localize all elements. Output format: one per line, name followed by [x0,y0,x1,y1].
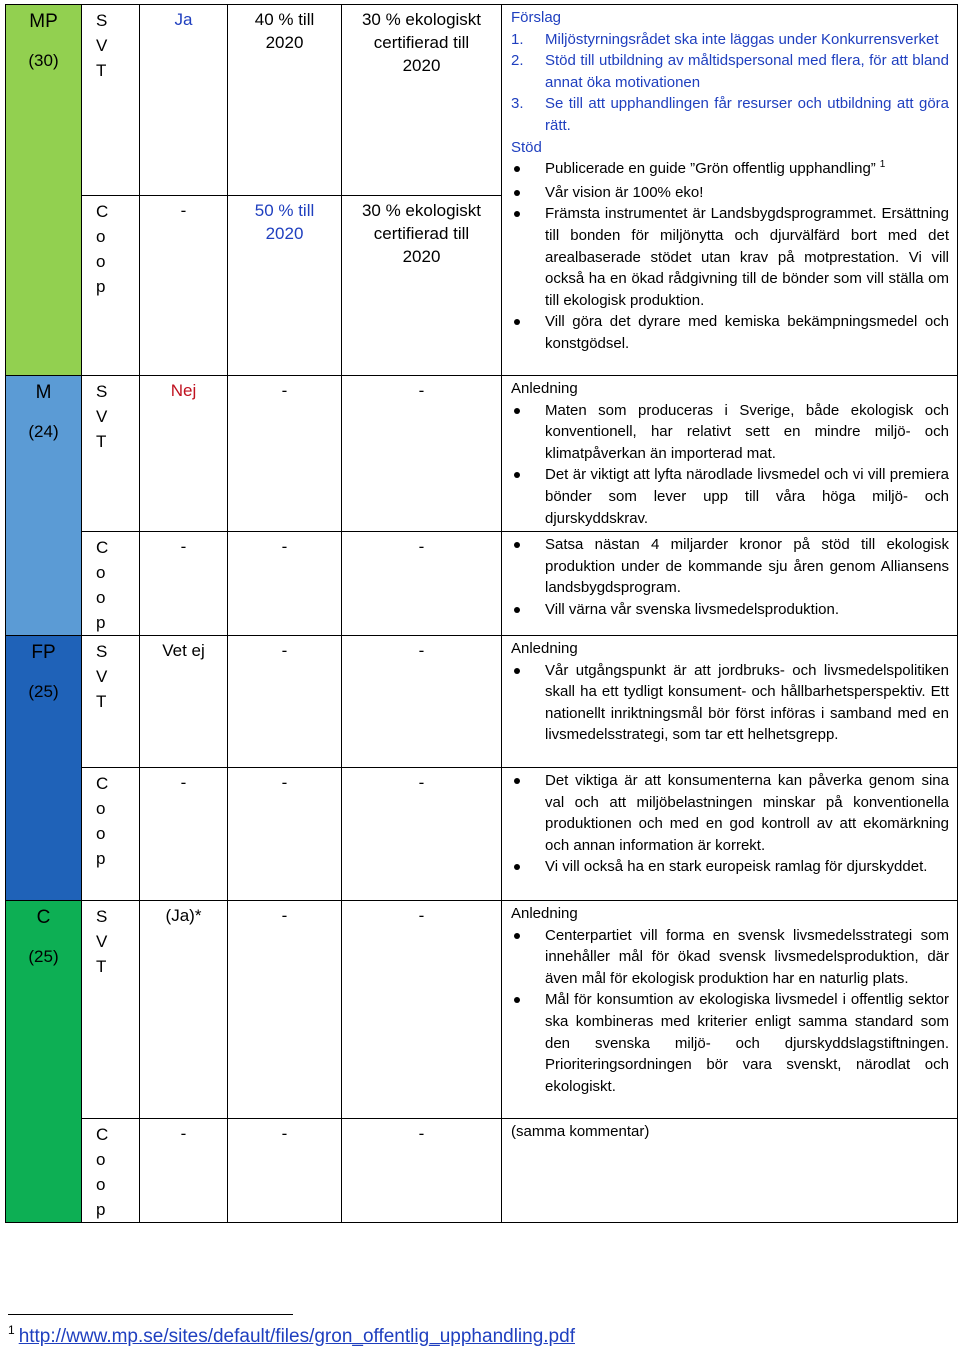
list-item: Vill värna vår svenska livsmedelsproduktion. [511,599,949,621]
party-cell-c [6,901,82,1223]
comment-heading: Förslag [511,9,562,26]
comment-heading: Stöd [511,138,542,156]
goal-cell: - [228,1119,342,1223]
goal-cell: - [342,636,502,768]
document-page [5,4,957,1219]
type-cell-coop: C o o p [82,532,140,636]
answer-cell: Ja [140,5,228,196]
type-cell-svt: S V T [82,636,140,768]
comment-cell-m-coop [502,532,958,636]
comment-text: (samma kommentar) [511,1123,650,1140]
table-row [6,768,958,901]
party-name: C [36,907,51,928]
bullet-icon [514,542,520,548]
party-positions-table [5,4,958,1223]
goal-cell: 30 % ekologiskt certifierad till 2020 [342,196,502,376]
comment-heading: Anledning [511,640,578,657]
goal-cell: - [342,1119,502,1223]
comment-cell-fp-coop [502,768,958,901]
bullet-icon [514,472,520,478]
answer-cell: Nej [140,376,228,532]
table-row [6,901,958,1119]
bullet-icon [514,319,520,325]
goal-cell: 30 % ekologiskt certifierad till 2020 [342,5,502,196]
footnote-ref[interactable]: 1 [879,159,886,171]
comment-cell-c-coop [502,1119,958,1223]
footnote-separator [8,1314,293,1315]
bullet-icon [514,668,520,674]
list-item: Vår utgångspunkt är att jordbruks- och livsmedelspolitiken skall ha ett tydligt konsument- och hållbarhetsperspektiv. Ett nationellt inriktningsmål bör först införas i samband med en livsmedelsstrategi, som tar ett helhetsgrepp. [511,660,949,746]
type-cell-coop: C o o p [82,196,140,376]
party-name: MP [29,11,58,32]
reason-list [511,770,949,878]
bullet-icon [514,408,520,414]
goal-cell: - [228,636,342,768]
goal-cell: - [342,532,502,636]
bullet-icon [514,190,520,196]
list-item: Mål för konsumtion av ekologiska livsmedel i offentlig sektor ska kombineras med kriterier enligt samma standard som den svenska miljö- och djurskyddslagstiftningen. Prioriteringsordningen bör vara svenskt, närodlat och ekologiskt. [511,989,949,1097]
party-cell-mp [6,5,82,376]
table-row [6,5,958,196]
goal-cell: - [342,768,502,901]
list-item: 3. Se till att upphandlingen får resurser och utbildning att göra rätt. [511,95,949,134]
list-item: Det viktiga är att konsumenterna kan påverka genom sina val och att miljöbelastningen minskar på konventionella produktionen och med en god kontroll av att ekomärkning och annan information är korrekt. [511,770,949,856]
party-cell-m [6,376,82,636]
bullet-icon [514,997,520,1003]
comment-cell-c-svt [502,901,958,1119]
table-row [6,636,958,768]
bullet-icon [514,933,520,939]
party-seats: (25) [28,682,59,701]
goal-cell: 40 % till 2020 [228,5,342,196]
type-cell-svt: S V T [82,901,140,1119]
list-item: Vår vision är 100% eko! [511,182,949,204]
answer-cell: - [140,1119,228,1223]
reason-list [511,660,949,746]
goal-cell: - [228,376,342,532]
goal-cell: - [228,901,342,1119]
comment-cell-mp [502,5,958,376]
list-item: Främsta instrumentet är Landsbygdsprogrammet. Ersättning till bonden för miljönytta och djurvälfärd bort med det arealbaserade stödet utan krav på motprestation. Vi vill också ha en ökad rådgivning till de bönder som vill ställa om till ekologisk produktion. [511,203,949,311]
answer-cell: - [140,532,228,636]
bullet-icon [514,864,520,870]
type-cell-coop: C o o p [82,768,140,901]
bullet-icon [514,607,520,613]
comment-cell-fp-svt [502,636,958,768]
proposal-list [511,29,949,137]
list-item: 1. Miljöstyrningsrådet ska inte läggas under Konkurrensverket [511,30,939,48]
type-cell-svt: S V T [82,376,140,532]
bullet-icon [514,166,520,172]
reason-list [511,400,949,530]
type-cell-svt: S V T [82,5,140,196]
list-item: Vi vill också ha en stark europeisk ramlag för djurskyddet. [511,856,949,878]
list-item: Maten som produceras i Sverige, både ekologisk och konventionell, har relativt sett en mindre miljö- och klimatpåverkan än importerad mat. [511,400,949,465]
list-item: 2. Stöd till utbildning av måltidspersonal med flera, för att bland annat öka motivationen [511,52,949,91]
goal-cell: - [228,532,342,636]
comment-heading: Anledning [511,380,578,397]
list-item: Vill göra det dyrare med kemiska bekämpningsmedel och konstgödsel. [511,311,949,354]
comment-heading: Anledning [511,905,578,922]
party-seats: (24) [28,422,59,441]
reason-list [511,925,949,1098]
goal-cell: 50 % till 2020 [228,196,342,376]
list-item: Det är viktigt att lyfta närodlade livsmedel och vi vill premiera bönder som lever upp till våra höga miljö- och djurskyddskrav. [511,464,949,529]
bullet-icon [514,778,520,784]
answer-cell: (Ja)* [140,901,228,1119]
party-name: M [35,382,52,403]
answer-cell: - [140,768,228,901]
list-item: Centerpartiet vill forma en svensk livsmedelsstrategi som innehåller mål för ökad svensk livsmedelsproduktion, där även mål för ekologisk produktion har en naturlig plats. [511,925,949,990]
answer-cell: - [140,196,228,376]
answer-cell: Vet ej [140,636,228,768]
type-cell-coop: C o o p [82,1119,140,1223]
party-name: FP [31,642,56,663]
list-item: Satsa nästan 4 miljarder kronor på stöd till ekologisk produktion under de kommande sju åren genom Alliansens landsbygdsprogram. [511,534,949,599]
footnote-link[interactable]: http://www.mp.se/sites/default/files/gron_offentlig_upphandling.pdf [18,1326,575,1347]
support-list [511,158,949,354]
goal-cell: - [228,768,342,901]
table-row [6,532,958,636]
party-seats: (30) [28,51,59,70]
footnote-number: 1 [8,1323,15,1337]
footnote [8,1323,575,1348]
bullet-icon [514,211,520,217]
reason-list [511,534,949,620]
goal-cell: - [342,901,502,1119]
table-row [6,376,958,532]
list-item: Publicerade en guide ”Grön offentlig upphandling” $^1$ [511,158,949,182]
goal-cell: - [342,376,502,532]
party-seats: (25) [28,947,59,966]
table-row [6,1119,958,1223]
party-cell-fp [6,636,82,901]
comment-cell-m-svt [502,376,958,532]
